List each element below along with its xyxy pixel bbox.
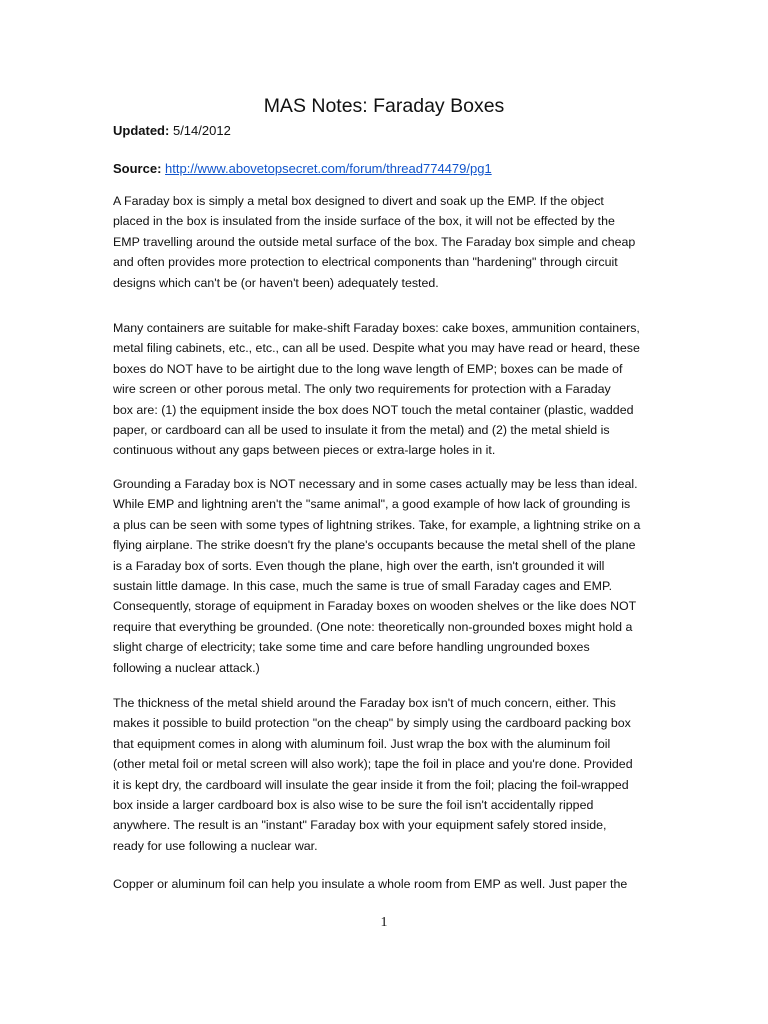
paragraph-2 bbox=[113, 318, 653, 461]
paragraph-5 bbox=[113, 874, 653, 894]
paragraph-line: sustain little damage. In this case, much the same is true of small Faraday cages and EMP. bbox=[113, 579, 613, 594]
document-title: MAS Notes: Faraday Boxes bbox=[263, 95, 505, 117]
updated-date: 5/14/2012 bbox=[172, 123, 231, 138]
paragraph-1 bbox=[113, 191, 653, 293]
paragraph-line: placed in the box is insulated from the inside surface of the box, it will not be effected by the bbox=[113, 214, 615, 229]
paragraph-line: and often provides more protection to electrical components than "hardening" through circuit bbox=[113, 255, 618, 270]
paragraph-line: Consequently, storage of equipment in Faraday boxes on wooden shelves or the like does NOT bbox=[113, 599, 637, 614]
paragraph-4 bbox=[113, 693, 653, 856]
paragraph-line: paper, or cardboard can all be used to insulate it from the metal) and (2) the metal shield is bbox=[113, 423, 610, 438]
paragraph-line: anywhere. The result is an "instant" Faraday box with your equipment safely stored inside, bbox=[113, 818, 607, 833]
paragraph-line: following a nuclear attack.) bbox=[113, 660, 260, 675]
updated-label: Updated: bbox=[113, 123, 170, 138]
paragraph-line: continuous without any gaps between pieces or extra-large holes in it. bbox=[113, 443, 496, 458]
paragraph-line: flying airplane. The strike doesn't fry the plane's occupants because the metal shell of the plane bbox=[113, 538, 636, 553]
paragraph-line: Grounding a Faraday box is NOT necessary and in some cases actually may be less than ideal. bbox=[113, 477, 638, 491]
source-line bbox=[113, 160, 492, 178]
paragraph-line: a plus can be seen with some types of lightning strikes. Take, for example, a lightning strike on a bbox=[113, 517, 641, 532]
paragraph-line: (other metal foil or metal screen will also work); tape the foil in place and you're done. Provided bbox=[113, 757, 633, 772]
paragraph-line: EMP travelling around the outside metal surface of the box. The Faraday box simple and cheap bbox=[113, 234, 636, 249]
paragraph-line: The thickness of the metal shield around the Faraday box isn't of much concern, either. This bbox=[113, 696, 616, 710]
paragraph-line: require that everything be grounded. (One note: theoretically non-grounded boxes might hold a bbox=[113, 619, 633, 634]
paragraph-line: wire screen or other porous metal. The only two requirements for protection with a Faraday bbox=[113, 382, 611, 397]
paragraph-3 bbox=[113, 474, 653, 678]
paragraph-line: box are: (1) the equipment inside the box does NOT touch the metal container (plastic, wadded bbox=[113, 402, 634, 417]
paragraph-line: box inside a larger cardboard box is also wise to be sure the foil isn't accidentally ripped bbox=[113, 798, 594, 813]
paragraph-line: slight charge of electricity; take some time and care before handling ungrounded boxes bbox=[113, 640, 590, 655]
paragraph-line: A Faraday box is simply a metal box designed to divert and soak up the EMP. If the object bbox=[113, 194, 604, 208]
source-label: Source: bbox=[113, 161, 162, 176]
paragraph-line: that equipment comes in along with aluminum foil. Just wrap the box with the aluminum foil bbox=[113, 736, 611, 751]
paragraph-line: Copper or aluminum foil can help you insulate a whole room from EMP as well. Just paper the bbox=[113, 877, 628, 891]
paragraph-line: is a Faraday box of sorts. Even though the plane, high over the earth, isn't grounded it will bbox=[113, 558, 605, 573]
paragraph-line: ready for use following a nuclear war. bbox=[113, 838, 318, 853]
paragraph-line: Many containers are suitable for make-shift Faraday boxes: cake boxes, ammunition containers, bbox=[113, 321, 640, 335]
paragraph-line: it is kept dry, the cardboard will insulate the gear inside it from the foil; placing the foil-wrapped bbox=[113, 777, 629, 792]
source-link[interactable]: http://www.abovetopsecret.com/forum/thread774479/pg1 bbox=[165, 161, 492, 176]
paragraph-line: metal filing cabinets, etc., etc., can all be used. Despite what you may have read or heard, these bbox=[113, 341, 640, 356]
paragraph-line: designs which can't be (or haven't been) adequately tested. bbox=[113, 275, 439, 290]
updated-line bbox=[113, 122, 231, 140]
paragraph-line: While EMP and lightning aren't the "same animal", a good example of how lack of grounding is bbox=[113, 497, 631, 512]
page-number: 1 bbox=[380, 915, 388, 930]
paragraph-line: boxes do NOT have to be airtight due to the long wave length of EMP; boxes can be made of bbox=[113, 361, 623, 376]
paragraph-line: makes it possible to build protection "on the cheap" by simply using the cardboard packing box bbox=[113, 716, 631, 731]
